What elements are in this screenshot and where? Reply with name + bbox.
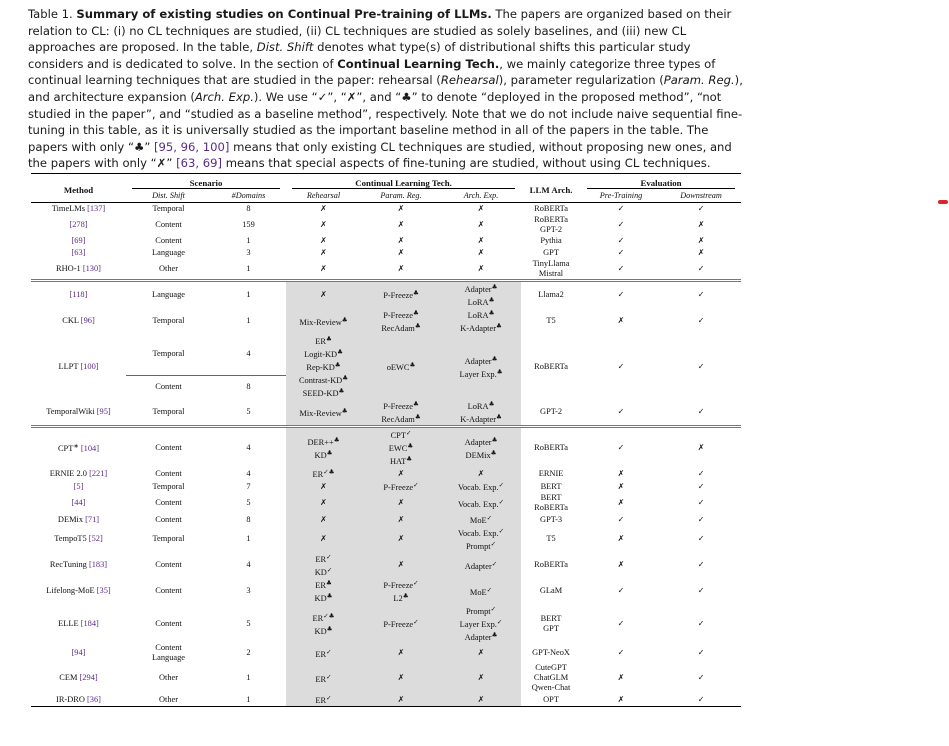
subheader-row bbox=[31, 190, 741, 203]
citation-link[interactable]: [63, 69] bbox=[176, 156, 223, 171]
header-row bbox=[31, 174, 741, 191]
col-scenario: Scenario bbox=[126, 174, 286, 191]
citation-link[interactable]: [44] bbox=[71, 498, 86, 507]
col-arch-exp: Arch. Exp. bbox=[441, 190, 521, 203]
table-caption: Table 1. Summary of existing studies on Continual Pre-training of LLMs. The papers are organized based on their relation to CL: (i) no CL techniques are studied, (ii) CL techniques are studied as solely baselines, and (iii) new CL approaches are proposed. In the table, Dist. Shift denotes what type(s) of distributional shifts this particular study considers and is dedicated to solve. In the section of Continual Learning Tech., we mainly categorize three types of continual learning techniques that are studied in the paper: rehearsal (Rehearsal), parameter regularization (Param. Reg.), and architecture expansion (Arch. Exp.). We use “✓”, “✗”, and “♣” to denote “deployed in the proposed method”, “not studied in the paper”, and “studied as a baseline method”, respectively. Note that we do not include naive sequential fine-tuning in this table, as it is universally studied as the important baseline method in all of the papers in the table. The papers with only “♣” [95, 96, 100] means that only existing CL techniques are studied, without proposing new ones, and the papers with only “✗” [63, 69] means that special aspects of fine-tuning are studied, without using CL techniques. bbox=[28, 7, 743, 171]
citation-link[interactable]: [95, 96, 100] bbox=[154, 139, 230, 154]
table-row: [5] Temporal 7 ✗ P-Freeze✓ Vocab. Exp.✓ BERT ✗ ✓ bbox=[73, 481, 705, 492]
citation-link[interactable]: [221] bbox=[89, 468, 108, 478]
caption-label: Table 1. bbox=[28, 7, 73, 21]
col-evaluation: Evaluation bbox=[581, 174, 741, 191]
table-row: TemporalWiki [95] Temporal 5 Mix-Review♣ P-Freeze♣ RecAdam♣ LoRA♣ K-Adapter♣ GPT-2 ✓ ✓ bbox=[31, 399, 741, 427]
citation-link[interactable]: [104] bbox=[80, 444, 100, 453]
table-row: [118] Language 1 ✗ P-Freeze♣ Adapter♣ LoRA♣ Llama2 ✓ ✓ bbox=[31, 280, 741, 308]
table-row: TimeLMs [137] Temporal 8 ✗ ✗ ✗ RoBERTa ✓ ✓ bbox=[51, 203, 705, 213]
caption-title: Summary of existing studies on Continual Pre-training of LLMs. bbox=[76, 7, 492, 21]
table-row: Content 8 bbox=[31, 375, 741, 399]
col-dist-shift: Dist. Shift bbox=[126, 190, 211, 203]
col-llm-arch: LLM Arch. bbox=[521, 174, 581, 203]
table-row: ELLE [184] Content 5 ER✓♣ KD♣ P-Freeze✓ Prompt✓ Layer Exp.✓ Adapter♣ BERT GPT ✓ ✓ bbox=[58, 605, 705, 642]
citation-link[interactable]: [94] bbox=[71, 648, 86, 657]
citation-link[interactable]: [118] bbox=[69, 289, 88, 299]
table-row: RHO-1 [130] Other 1 ✗ ✗ ✗ TinyLlama Mistral ✓ ✓ bbox=[56, 258, 705, 278]
table-row: [69] Content 1 ✗ ✗ ✗ Pythia ✓ ✗ bbox=[71, 235, 705, 245]
citation-link[interactable]: [100] bbox=[80, 361, 99, 371]
table-row: IR-DRO [36] Other 1 ER✓ ✗ ✗ OPT ✗ ✓ bbox=[31, 693, 741, 707]
col-method: Method bbox=[31, 174, 126, 203]
citation-link[interactable]: [35] bbox=[96, 586, 111, 595]
citation-link[interactable]: [63] bbox=[71, 247, 86, 257]
table-row: DEMix [71] Content 8 ✗ ✗ MoE✓ GPT-3 ✓ ✓ bbox=[57, 514, 705, 525]
col-clt: Continual Learning Tech. bbox=[286, 174, 521, 191]
citation-link[interactable]: [183] bbox=[88, 560, 108, 569]
table-row: TempoT5 [52] Temporal 1 ✗ ✗ Vocab. Exp.✓ Prompt✓ T5 ✗ ✓ bbox=[54, 527, 705, 551]
citation-link[interactable]: [69] bbox=[71, 235, 86, 245]
citation-link[interactable]: [71] bbox=[85, 514, 100, 524]
table-row: ERNIE 2.0 [221] Content 4 ER✓♣ ✗ ✗ ERNIE ✗ ✓ bbox=[49, 468, 705, 479]
citation-link[interactable]: [137] bbox=[87, 203, 106, 213]
annotation-mark bbox=[938, 200, 948, 204]
citation-link[interactable]: [130] bbox=[82, 263, 101, 273]
citation-link[interactable]: [96] bbox=[80, 316, 95, 325]
studies-table bbox=[31, 173, 741, 707]
col-downstream: Downstream bbox=[661, 190, 741, 203]
citation-link[interactable]: [52] bbox=[88, 534, 103, 543]
table-row: LLPT [100] Temporal 4 ER♣ Logit-KD♣ Rep-KD♣ Contrast-KD♣ SEED-KD♣ oEWC♣ Adapter♣ Layer Exp.♣ RoBERTa ✓ ✓ bbox=[58, 335, 705, 398]
citation-link[interactable]: [278] bbox=[69, 219, 88, 229]
citation-link[interactable]: [36] bbox=[87, 694, 101, 704]
table-row: CKL [96] Temporal 1 Mix-Review♣ P-Freeze♣ RecAdam♣ LoRA♣ K-Adapter♣ T5 ✗ ✓ bbox=[62, 309, 705, 333]
table-row: RecTuning [183] Content 4 ER✓ KD✓ ✗ Adapter✓ RoBERTa ✗ ✓ bbox=[49, 553, 705, 577]
table-row: [94] Content Language 2 ER✓ ✗ ✗ GPT-NeoX ✓ ✓ bbox=[71, 643, 705, 662]
table-row: Lifelong-MoE [35] Content 3 ER♣ KD♣ P-Freeze✓ L2♣ MoE✓ GLaM ✓ ✓ bbox=[46, 579, 705, 603]
col-rehearsal: Rehearsal bbox=[286, 190, 361, 203]
citation-link[interactable]: [5] bbox=[73, 481, 84, 491]
citation-link[interactable]: [95] bbox=[96, 407, 111, 416]
table-row: CPT∗ [104] Content 4 DER++♣ KD♣ CPT✓ EWC♣ HAT♣ Adapter♣ DEMix♣ RoBERTa ✓ ✗ bbox=[31, 427, 741, 468]
col-param-reg: Param. Reg. bbox=[361, 190, 441, 203]
table-row: [278] Content 159 ✗ ✗ ✗ RoBERTa GPT-2 ✓ ✗ bbox=[69, 214, 705, 234]
citation-link[interactable]: [184] bbox=[80, 618, 99, 628]
table-row: [63] Language 3 ✗ ✗ ✗ GPT ✓ ✗ bbox=[71, 247, 705, 257]
citation-link[interactable]: [294] bbox=[79, 673, 98, 682]
table-row: [44] Content 5 ✗ ✗ Vocab. Exp.✓ BERT RoBERTa ✗ ✓ bbox=[71, 493, 705, 512]
col-domains: #Domains bbox=[211, 190, 286, 203]
table-row: CEM [294] Other 1 ER✓ ✗ ✗ CuteGPT ChatGLM Qwen-Chat ✗ ✓ bbox=[59, 663, 705, 692]
col-pretraining: Pre-Training bbox=[581, 190, 661, 203]
